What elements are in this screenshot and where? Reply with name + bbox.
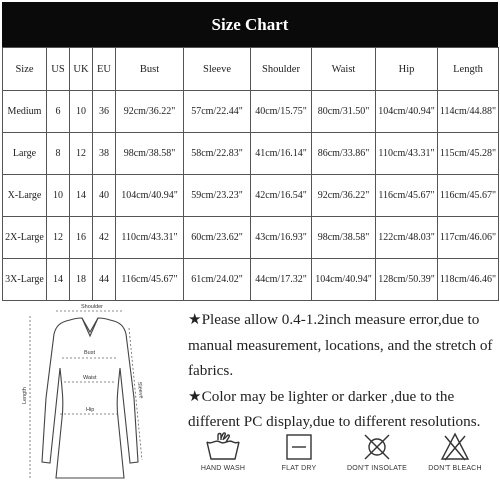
- size-chart-title: Size Chart: [2, 2, 498, 47]
- table-cell: 10: [70, 91, 93, 133]
- table-cell: 6: [47, 91, 70, 133]
- care-dont-insolate: [342, 432, 412, 472]
- care-hand-wash: [188, 432, 258, 472]
- table-cell: 41cm/16.14": [251, 133, 312, 175]
- sleeve-label: Sleeve: [136, 381, 144, 399]
- table-cell: 98cm/38.58": [312, 217, 376, 259]
- dont-bleach-icon: [440, 432, 470, 462]
- table-cell: 114cm/44.88": [438, 91, 499, 133]
- table-cell: 3X-Large: [3, 259, 47, 301]
- dress-measurement-diagram: [10, 302, 170, 482]
- table-cell: 116cm/45.67": [438, 175, 499, 217]
- care-dont-bleach: [420, 432, 490, 472]
- flat-dry-label: FLAT DRY: [281, 465, 317, 472]
- table-cell: 8: [47, 133, 70, 175]
- table-cell: 10: [47, 175, 70, 217]
- table-row: [3, 259, 499, 301]
- table-cell: 57cm/22.44": [184, 91, 251, 133]
- table-cell: 58cm/22.83": [184, 133, 251, 175]
- table-row: [3, 175, 499, 217]
- table-cell: 128cm/50.39": [376, 259, 438, 301]
- shoulder-label: Shoulder: [81, 304, 104, 310]
- table-cell: 60cm/23.62": [184, 217, 251, 259]
- table-cell: 104cm/40.94": [116, 175, 184, 217]
- column-header: Sleeve: [184, 48, 251, 91]
- table-cell: 16: [70, 217, 93, 259]
- flat-dry-icon: [284, 432, 314, 462]
- table-cell: 43cm/16.93": [251, 217, 312, 259]
- table-cell: 117cm/46.06": [438, 217, 499, 259]
- table-cell: 104cm/40.94": [312, 259, 376, 301]
- waist-label: Waist: [83, 375, 97, 381]
- table-cell: 36: [93, 91, 116, 133]
- column-header: Size: [3, 48, 47, 91]
- table-cell: Medium: [3, 91, 47, 133]
- care-flat-dry: [264, 432, 334, 472]
- table-cell: 115cm/45.28": [438, 133, 499, 175]
- table-cell: 116cm/45.67": [116, 259, 184, 301]
- column-header: US: [47, 48, 70, 91]
- table-cell: 118cm/46.46": [438, 259, 499, 301]
- table-cell: 44: [93, 259, 116, 301]
- table-cell: 61cm/24.02": [184, 259, 251, 301]
- column-header: Length: [438, 48, 499, 91]
- dont-insolate-icon: [362, 432, 392, 462]
- size-chart-table: [2, 47, 499, 301]
- table-cell: 110cm/43.31": [376, 133, 438, 175]
- table-row: [3, 217, 499, 259]
- table-cell: X-Large: [3, 175, 47, 217]
- table-cell: 42cm/16.54": [251, 175, 312, 217]
- care-instructions: [188, 432, 494, 488]
- table-cell: Large: [3, 133, 47, 175]
- table-cell: 42: [93, 217, 116, 259]
- dress-outline: [42, 318, 138, 478]
- table-cell: 98cm/38.58": [116, 133, 184, 175]
- table-cell: 80cm/31.50": [312, 91, 376, 133]
- table-cell: 122cm/48.03": [376, 217, 438, 259]
- neckline: [82, 318, 98, 332]
- table-cell: 59cm/23.23": [184, 175, 251, 217]
- dont-insolate-label: DON'T INSOLATE: [347, 465, 407, 472]
- table-cell: 2X-Large: [3, 217, 47, 259]
- column-header: UK: [70, 48, 93, 91]
- table-cell: 40cm/15.75": [251, 91, 312, 133]
- table-cell: 12: [47, 217, 70, 259]
- measure-error-note: ★Please allow 0.4-1.2inch measure error,due to manual measurement, locations, and the stretch of fabrics.: [188, 311, 493, 379]
- table-cell: 38: [93, 133, 116, 175]
- table-cell: 116cm/45.67": [376, 175, 438, 217]
- table-cell: 44cm/17.32": [251, 259, 312, 301]
- hip-label: Hip: [86, 407, 95, 413]
- notes-section: [188, 307, 494, 435]
- table-cell: 18: [70, 259, 93, 301]
- table-cell: 92cm/36.22": [116, 91, 184, 133]
- table-cell: 104cm/40.94": [376, 91, 438, 133]
- table-row: [3, 133, 499, 175]
- bust-label: Bust: [84, 350, 96, 356]
- color-difference-note: ★Color may be lighter or darker ,due to the different PC display,due to different resolutions.: [188, 387, 481, 430]
- column-header: Shoulder: [251, 48, 312, 91]
- table-cell: 14: [47, 259, 70, 301]
- column-header: Waist: [312, 48, 376, 91]
- column-header: EU: [93, 48, 116, 91]
- length-label: Length: [22, 387, 28, 404]
- table-cell: 14: [70, 175, 93, 217]
- table-row: [3, 91, 499, 133]
- column-header: Bust: [116, 48, 184, 91]
- hand-wash-label: HAND WASH: [200, 465, 246, 472]
- table-cell: 12: [70, 133, 93, 175]
- table-header-row: [3, 48, 499, 91]
- table-cell: 110cm/43.31": [116, 217, 184, 259]
- hand-wash-icon: [204, 432, 242, 462]
- dont-bleach-label: DON'T BLEACH: [428, 465, 482, 472]
- table-cell: 40: [93, 175, 116, 217]
- column-header: Hip: [376, 48, 438, 91]
- table-cell: 92cm/36.22": [312, 175, 376, 217]
- table-cell: 86cm/33.86": [312, 133, 376, 175]
